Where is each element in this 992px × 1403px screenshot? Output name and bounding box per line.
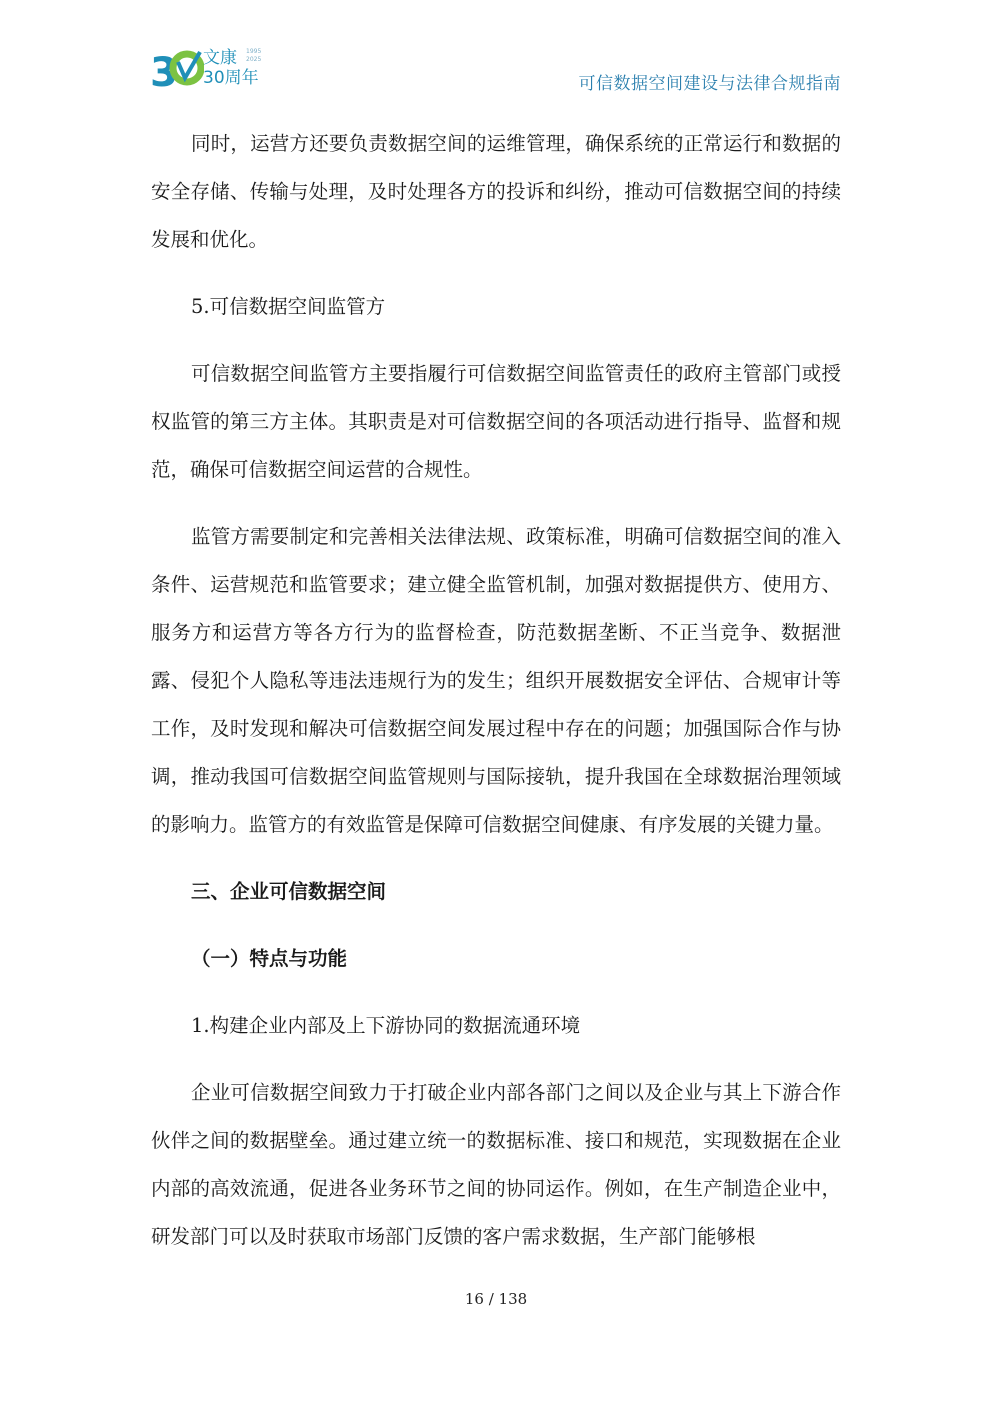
paragraph-regulator-definition: 可信数据空间监管方主要指履行可信数据空间监管责任的政府主管部门或授权监管的第三方主体。其职责是对可信数据空间的各项活动进行指导、监督和规范，确保可信数据空间运营的合规性。 [151, 362, 841, 481]
logo-year-start: 1995 [246, 48, 262, 55]
logo-text-line1: 文康 [203, 48, 237, 68]
subsection-heading-features: （一）特点与功能 [191, 947, 348, 970]
page-header [0, 0, 992, 110]
paragraph-operator-maintenance: 同时，运营方还要负责数据空间的运维管理，确保系统的正常运行和数据的安全存储、传输与处理，及时处理各方的投诉和纠纷，推动可信数据空间的持续发展和优化。 [151, 132, 841, 251]
anniversary-logo [150, 40, 300, 100]
page-body [151, 120, 841, 1261]
document-title: 可信数据空间建设与法律合规指南 [578, 74, 841, 94]
logo-text-line2: 30周年 [203, 68, 259, 88]
svg-text:3: 3 [150, 50, 178, 96]
logo-30-emblem-icon [150, 40, 204, 96]
paragraph-regulator-duties: 监管方需要制定和完善相关法律法规、政策标准，明确可信数据空间的准入条件、运营规范和监管要求；建立健全监管机制，加强对数据提供方、使用方、服务方和运营方等各方行为的监督检查，防范数据垄断、不正当竞争、数据泄露、侵犯个人隐私等违法违规行为的发生；组织开展数据安全评估、合规审计等工作，及时发现和解决可信数据空间发展过程中存在的问题；加强国际合作与协调，推动我国可信数据空间监管规则与国际接轨，提升我国在全球数据治理领域的影响力。监管方的有效监管是保障可信数据空间健康、有序发展的关键力量。 [151, 525, 841, 836]
heading-data-circulation: 1.构建企业内部及上下游协同的数据流通环境 [191, 1014, 581, 1037]
logo-years [246, 48, 261, 64]
paragraph-enterprise-data-space: 企业可信数据空间致力于打破企业内部各部门之间以及企业与其上下游合作伙伴之间的数据壁垒。通过建立统一的数据标准、接口和规范，实现数据在企业内部的高效流通，促进各业务环节之间的协同运作。例如，在生产制造企业中，研发部门可以及时获取市场部门反馈的客户需求数据，生产部门能够根 [151, 1081, 841, 1248]
heading-regulator: 5.可信数据空间监管方 [191, 295, 386, 318]
section-heading-enterprise: 三、企业可信数据空间 [191, 880, 387, 903]
page-number: 16 / 138 [464, 1290, 528, 1308]
logo-year-end: 2025 [246, 56, 262, 63]
